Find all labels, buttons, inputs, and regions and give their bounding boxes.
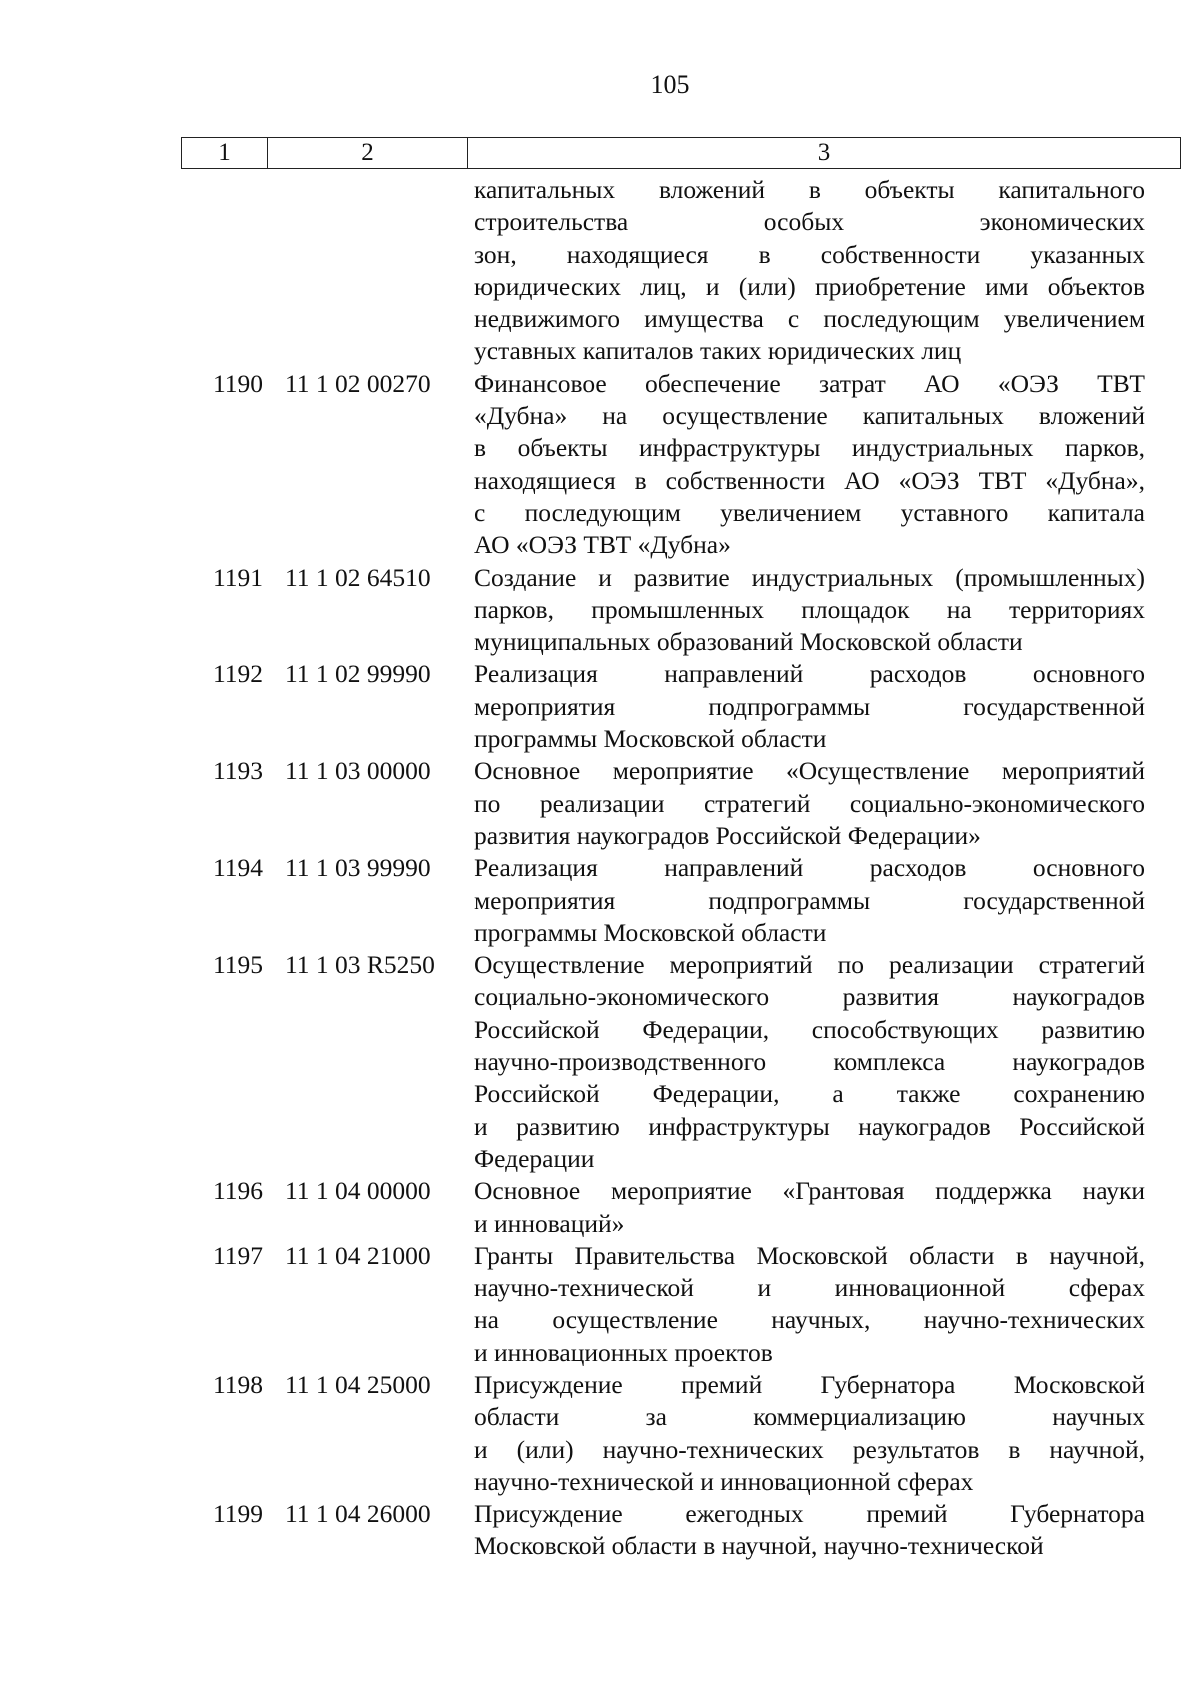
description-line: развития наукоградов Российской Федерации» [474, 820, 981, 850]
description-line: Присуждение ежегодных премий Губернатора [474, 1499, 1145, 1529]
description-line: Финансовое обеспечение затрат АО «ОЭЗ ТВТ [474, 368, 1145, 398]
description-line: Реализация направлений расходов основного [474, 853, 1145, 883]
description-line: научно-технической и инновационной сферах [474, 1273, 1145, 1303]
table-header [181, 137, 1181, 169]
description-line: мероприятия подпрограммы государственной [474, 885, 1145, 915]
row-description [467, 562, 1145, 659]
description-line: недвижимого имущества с последующим увеличением [474, 304, 1145, 334]
table-row [181, 368, 1181, 562]
description-line: зон, находящиеся в собственности указанных [474, 239, 1145, 269]
description-line: по реализации стратегий социально-экономического [474, 788, 1145, 818]
row-code: 11 1 03 R5250 [285, 950, 435, 980]
row-description [467, 852, 1145, 949]
row-description [467, 1369, 1145, 1498]
description-line: социально-экономического развития наукоградов [474, 982, 1145, 1012]
table-row [181, 852, 1181, 949]
row-number: 1195 [212, 950, 263, 980]
description-line: Российской Федерации, способствующих развитию [474, 1014, 1145, 1044]
row-number: 1192 [212, 659, 263, 689]
row-number: 1199 [212, 1499, 263, 1529]
description-line: в объекты инфраструктуры индустриальных парков, [474, 433, 1145, 463]
row-description [467, 658, 1145, 755]
row-description [467, 949, 1145, 1175]
description-line: Российской Федерации, а также сохранению [474, 1079, 1145, 1109]
description-line: Основное мероприятие «Грантовая поддержка науки [474, 1176, 1145, 1206]
description-line: и развитию инфраструктуры наукоградов Российской [474, 1111, 1145, 1141]
description-line: уставных капиталов таких юридических лиц [474, 336, 962, 366]
description-line: юридических лиц, и (или) приобретение ими объектов [474, 271, 1145, 301]
header-col-2: 2 [268, 138, 468, 168]
description-line: научно-технической и инновационной сферах [474, 1466, 974, 1496]
row-description [467, 755, 1145, 852]
row-number: 1191 [212, 562, 263, 592]
row-description [467, 1240, 1145, 1369]
table-body [181, 174, 1181, 1563]
description-line: строительства особых экономических [474, 207, 1145, 237]
description-line: Гранты Правительства Московской области в научной, [474, 1240, 1145, 1270]
row-code: 11 1 04 25000 [285, 1369, 431, 1399]
table-row [181, 658, 1181, 755]
description-line: с последующим увеличением уставного капитала [474, 497, 1145, 527]
row-code: 11 1 02 64510 [285, 562, 431, 592]
row-number: 1197 [212, 1240, 263, 1270]
row-code [267, 174, 467, 368]
description-line: мероприятия подпрограммы государственной [474, 691, 1145, 721]
row-code: 11 1 04 00000 [285, 1176, 431, 1206]
table-row [181, 949, 1181, 1175]
description-line: АО «ОЭЗ ТВТ «Дубна» [474, 530, 731, 560]
page-number: 105 [650, 70, 690, 99]
description-line: муниципальных образований Московской области [474, 627, 1023, 657]
row-number [181, 174, 267, 368]
description-line: капитальных вложений в объекты капитального [474, 175, 1145, 204]
row-description [467, 368, 1145, 562]
description-line: и инновационных проектов [474, 1337, 773, 1367]
header-col-1: 1 [182, 138, 268, 168]
description-line: программы Московской области [474, 724, 827, 754]
description-line: и инноваций» [474, 1208, 625, 1238]
row-number: 1193 [212, 756, 263, 786]
row-description [467, 1498, 1145, 1563]
table-row [181, 755, 1181, 852]
row-code: 11 1 04 26000 [285, 1499, 431, 1529]
table-row [181, 562, 1181, 659]
description-line: Федерации [474, 1143, 595, 1173]
row-code: 11 1 02 00270 [285, 368, 431, 398]
row-number: 1198 [212, 1369, 263, 1399]
description-line: Основное мероприятие «Осуществление мероприятий [474, 756, 1145, 786]
row-code: 11 1 03 00000 [285, 756, 431, 786]
description-line: программы Московской области [474, 917, 827, 947]
header-col-3: 3 [817, 139, 831, 166]
row-number: 1194 [212, 853, 263, 883]
table-row [181, 1369, 1181, 1498]
description-line: парков, промышленных площадок на территориях [474, 594, 1145, 624]
row-code: 11 1 04 21000 [285, 1240, 431, 1270]
row-description [467, 1175, 1145, 1240]
table-row [181, 1175, 1181, 1240]
row-number: 1196 [212, 1176, 263, 1206]
description-line: на осуществление научных, научно-технических [474, 1305, 1145, 1335]
row-code: 11 1 03 99990 [285, 853, 431, 883]
description-line: научно-производственного комплекса наукоградов [474, 1047, 1145, 1077]
description-line: находящиеся в собственности АО «ОЭЗ ТВТ «Дубна», [474, 465, 1145, 495]
description-line: Реализация направлений расходов основного [474, 659, 1145, 689]
row-number: 1190 [212, 368, 263, 398]
table-row [181, 1498, 1181, 1563]
description-line: Присуждение премий Губернатора Московской [474, 1369, 1145, 1399]
table-row [181, 1240, 1181, 1369]
description-line: и (или) научно-технических результатов в научной, [474, 1434, 1145, 1464]
table-row [181, 174, 1181, 368]
description-line: области за коммерциализацию научных [474, 1402, 1145, 1432]
description-line: Создание и развитие индустриальных (промышленных) [474, 562, 1145, 592]
description-line: Московской области в научной, научно-технической [474, 1531, 1044, 1561]
row-description [467, 174, 1145, 368]
description-line: Осуществление мероприятий по реализации стратегий [474, 950, 1145, 980]
row-code: 11 1 02 99990 [285, 659, 431, 689]
description-line: «Дубна» на осуществление капитальных вложений [474, 401, 1145, 431]
